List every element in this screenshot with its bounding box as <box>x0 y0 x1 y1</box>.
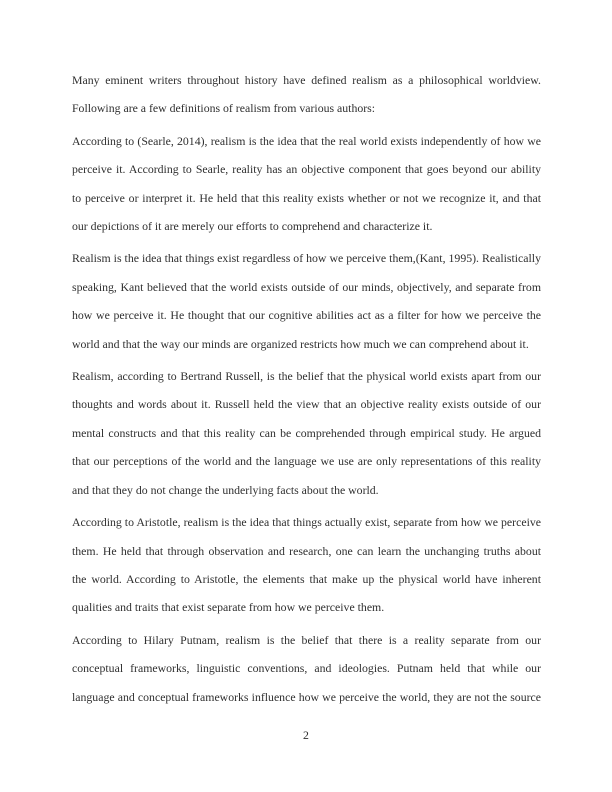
text-line: our depictions of it are merely our efforts to comprehend and characterize it. <box>72 219 433 234</box>
text-line: mental constructs and that this reality can be comprehended through empirical study. He argued <box>72 425 541 440</box>
text-line: Realism is the idea that things exist regardless of how we perceive them,(Kant, 1995). Realistically <box>72 251 541 266</box>
text-line: that our perceptions of the world and the language we use are only representations of this reality <box>72 454 541 469</box>
text-line: perceive it. According to Searle, reality has an objective component that goes beyond our ability <box>72 162 541 177</box>
paragraph <box>72 508 541 622</box>
text-line: According to Aristotle, realism is the idea that things actually exist, separate from how we perceive <box>72 515 541 530</box>
text-line: how we perceive it. He thought that our cognitive abilities act as a filter for how we perceive the <box>72 308 541 323</box>
text-line: thoughts and words about it. Russell held the view that an objective reality exists outside of our <box>72 397 541 412</box>
text-line: the world. According to Aristotle, the elements that make up the physical world have inherent <box>72 571 541 586</box>
text-line: speaking, Kant believed that the world exists outside of our minds, objectively, and separate from <box>72 279 541 294</box>
paragraph <box>72 127 541 241</box>
paragraph <box>72 66 541 123</box>
text-line: language and conceptual frameworks influence how we perceive the world, they are not the source <box>72 689 541 704</box>
text-line: According to (Searle, 2014), realism is the idea that the real world exists independently of how we <box>72 133 541 148</box>
paragraph <box>72 626 541 711</box>
paragraph <box>72 244 541 358</box>
text-line: conceptual frameworks, linguistic conventions, and ideologies. Putnam held that while our <box>72 661 541 676</box>
text-line: to perceive or interpret it. He held that this reality exists whether or not we recognize it, and that <box>72 190 541 205</box>
text-line: them. He held that through observation and research, one can learn the unchanging truths about <box>72 543 541 558</box>
text-line: According to Hilary Putnam, realism is the belief that there is a reality separate from our <box>72 632 541 647</box>
text-line: Following are a few definitions of realism from various authors: <box>72 101 376 116</box>
paragraph <box>72 362 541 504</box>
page-number: 2 <box>303 728 309 742</box>
text-line: Realism, according to Bertrand Russell, is the belief that the physical world exists apart from our <box>72 369 541 384</box>
text-line: Many eminent writers throughout history have defined realism as a philosophical worldview. <box>72 73 541 87</box>
text-line: world and that the way our minds are organized restricts how much we can comprehend about it. <box>72 336 529 351</box>
text-line: and that they do not change the underlying facts about the world. <box>72 482 379 497</box>
text-line: qualities and traits that exist separate from how we perceive them. <box>72 600 385 615</box>
document-body <box>72 66 541 715</box>
